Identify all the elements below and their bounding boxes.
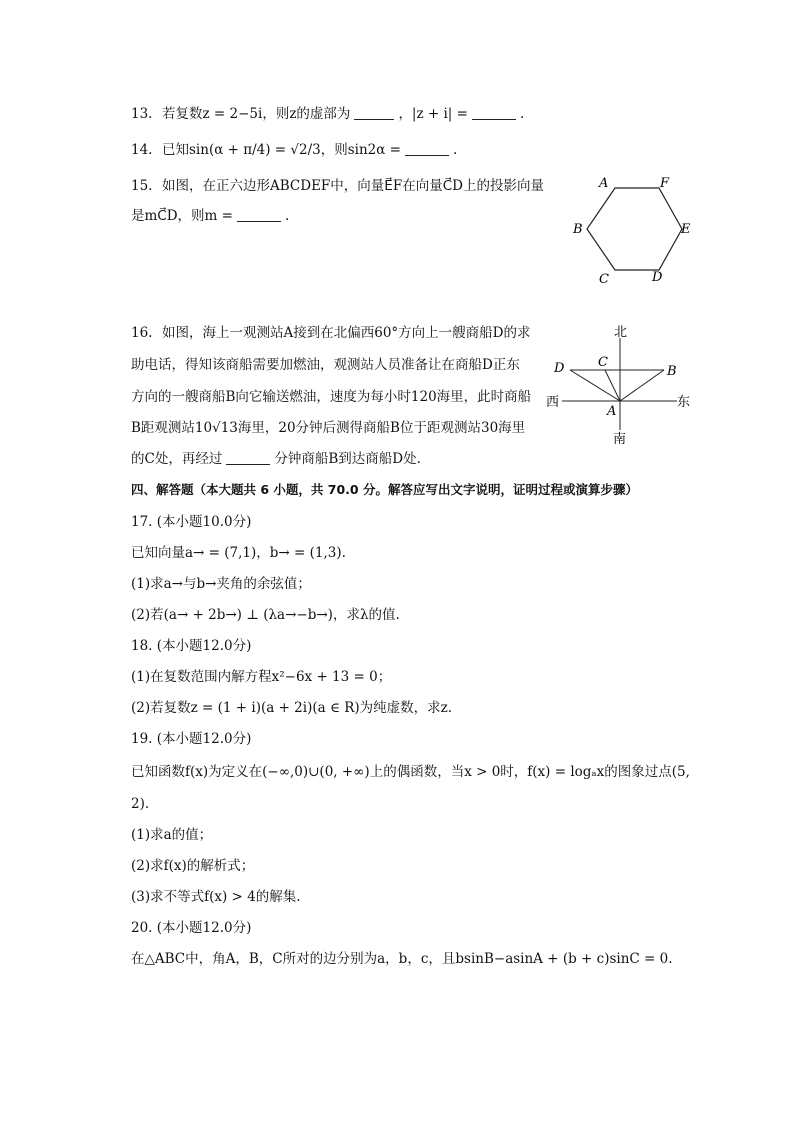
question-text: B距观测站10√13海里，20分钟后测得商船B位于距观测站30海里 [131, 420, 526, 436]
question-17-stem: 已知向量a→ = (7,1)，b→ = (1,3). [131, 545, 346, 561]
question-number: 13. [131, 106, 153, 122]
compass-south-label: 南 [613, 432, 627, 447]
question-text: . [519, 106, 525, 122]
question-16-line-3 [131, 388, 531, 406]
question-text: 已知sin(α + π/4) = √2/3，则sin2α = [162, 142, 401, 158]
question-text: 如图，在正六边形ABCDEF中，向量E⃗F在向量C⃗D上的投影向量 [162, 178, 544, 194]
compass-figure [540, 318, 700, 448]
answer-blank[interactable] [405, 142, 449, 156]
question-16-line-5 [131, 450, 421, 468]
question-19-heading: 19. (本小题12.0分) [131, 731, 252, 747]
question-text: 助电话，得知该商船需要加燃油，观测站人员准备让在商船D正东 [131, 357, 520, 373]
section-heading: 四、解答题（本大题共 6 小题，共 70.0 分。解答应写出文字说明，证明过程或演算步骤） [131, 482, 638, 497]
point-c-label: C [598, 355, 608, 370]
question-20-heading: 20. (本小题12.0分) [131, 920, 252, 936]
question-text: 分钟商船B到达商船D处. [274, 451, 421, 467]
question-number: 14. [131, 142, 153, 158]
answer-blank[interactable] [237, 208, 281, 222]
hexagon-figure [565, 170, 705, 290]
question-16-line-4 [131, 419, 525, 437]
question-text: ，|z + i| = [398, 106, 468, 122]
question-14 [131, 141, 457, 159]
question-15-line-2 [131, 207, 289, 225]
question-18-part-1: (1)在复数范围内解方程x²−6x + 13 = 0； [131, 669, 392, 685]
answer-blank[interactable] [226, 451, 270, 465]
question-text: 如图，海上一观测站A接到在北偏西60°方向上一艘商船D的求 [162, 325, 531, 341]
question-13 [131, 105, 524, 123]
compass-west-label: 西 [546, 395, 560, 410]
question-17-heading: 17. (本小题10.0分) [131, 514, 252, 530]
question-19-part-3: (3)求不等式f(x) > 4的解集. [131, 889, 301, 905]
question-19-stem-cont: 2). [131, 796, 150, 812]
question-16-line-1 [131, 324, 531, 342]
question-text: 方向的一艘商船B向它输送燃油，速度为每小时120海里，此时商船 [131, 389, 532, 405]
point-a-label: A [607, 404, 617, 419]
question-18-part-2: (2)若复数z = (1 + i)(a + 2i)(a ∈ R)为纯虚数，求z. [131, 700, 453, 716]
answer-blank[interactable] [354, 106, 394, 120]
question-17-part-1: (1)求a→与b→夹角的余弦值； [131, 576, 311, 592]
question-19-stem: 已知函数f(x)为定义在(−∞,0)∪(0, +∞)上的偶函数，当x > 0时，f(x) = logₐx的图象过点(5, [131, 764, 690, 780]
hexagon-shape [587, 188, 682, 270]
hexagon-label-b: B [573, 222, 583, 237]
question-number: 15. [131, 178, 153, 194]
question-19-part-1: (1)求a的值； [131, 827, 213, 843]
question-19-part-2: (2)求f(x)的解析式； [131, 858, 255, 874]
question-text: . [284, 208, 290, 224]
question-17-part-2: (2)若(a→ + 2b→) ⊥ (λa→−b→)，求λ的值. [131, 607, 400, 623]
hexagon-label-f: F [660, 176, 670, 191]
question-text: 若复数z = 2−5i，则z的虚部为 [162, 106, 351, 122]
question-text: 的C处，再经过 [131, 451, 223, 467]
answer-blank[interactable] [472, 106, 516, 120]
question-15-line-1 [131, 177, 544, 195]
question-18-heading: 18. (本小题12.0分) [131, 638, 252, 654]
point-d-label: D [554, 361, 565, 376]
point-b-label: B [667, 364, 677, 379]
question-text: 是mC⃗D，则m = [131, 208, 233, 224]
compass-east-label: 东 [677, 395, 691, 410]
hexagon-label-c: C [599, 272, 609, 287]
question-text: . [452, 142, 458, 158]
hexagon-label-e: E [681, 222, 691, 237]
hexagon-label-a: A [599, 176, 609, 191]
compass-north-label: 北 [614, 325, 628, 340]
question-20-stem: 在△ABC中，角A，B，C所对的边分别为a，b，c，且bsinB−asinA + (b + c)sinC = 0. [131, 951, 673, 967]
line-a-b [620, 370, 664, 401]
question-number: 16. [131, 325, 153, 341]
question-16-line-2 [131, 356, 520, 374]
hexagon-label-d: D [652, 270, 663, 285]
